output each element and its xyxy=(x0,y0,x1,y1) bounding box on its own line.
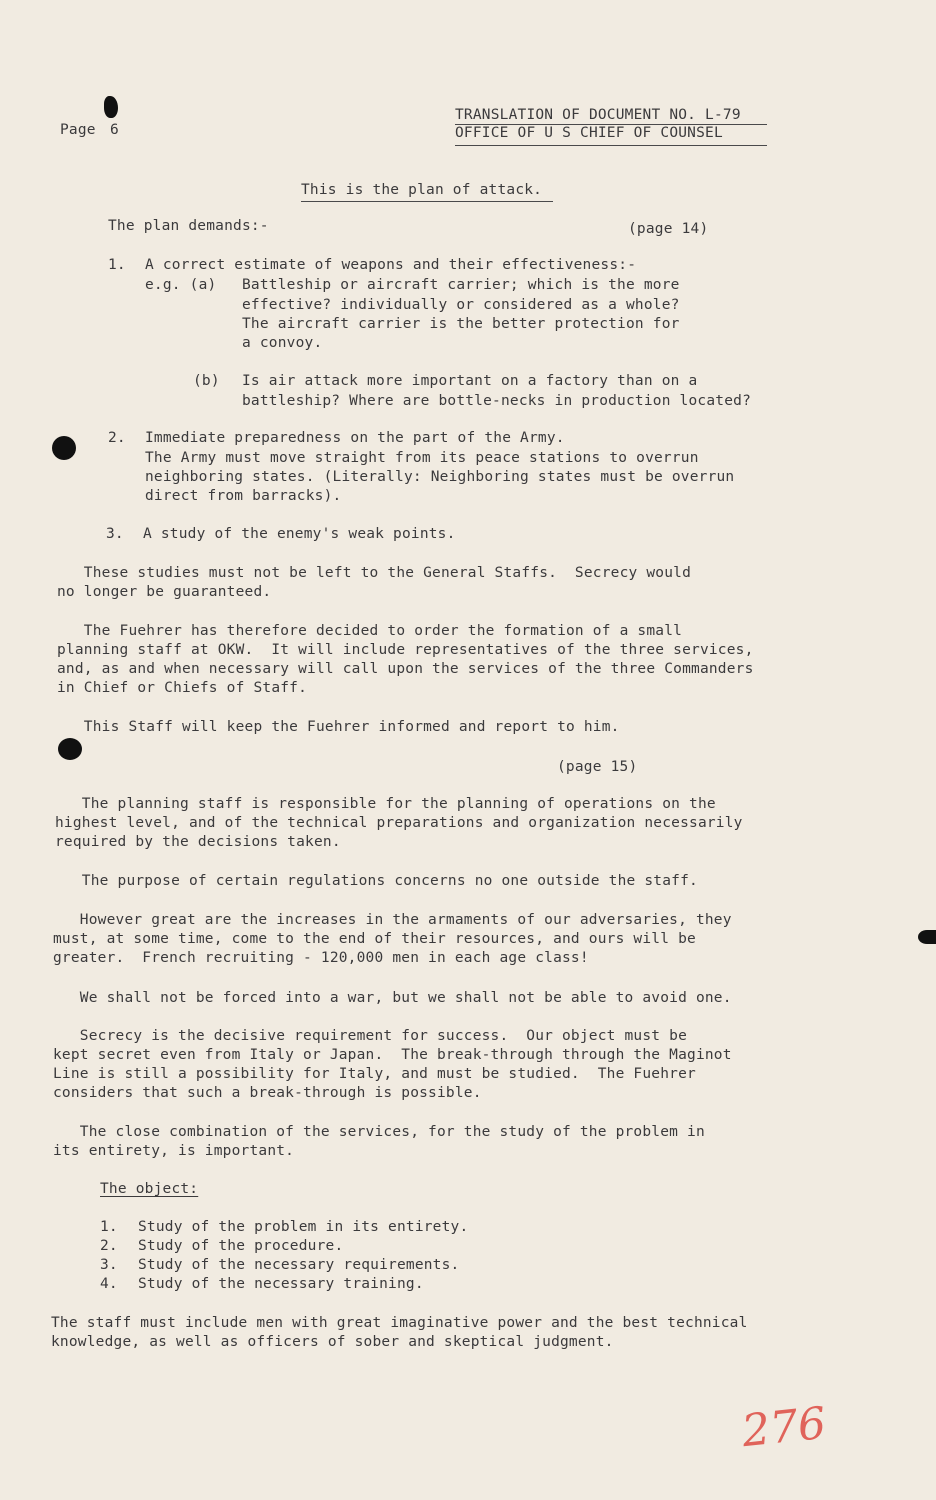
paragraph-line: its entirety, is important. xyxy=(53,1143,295,1159)
item-2-line: Immediate preparedness on the part of the Army. xyxy=(145,430,565,446)
item-2-line: The Army must move straight from its peace stations to overrun xyxy=(145,450,699,466)
item-3-number: 3. xyxy=(106,526,124,542)
handwritten-page-number: 276 xyxy=(739,1397,829,1458)
paragraph-line: These studies must not be left to the General Staffs. Secrecy would xyxy=(57,565,692,581)
object-item: Study of the procedure. xyxy=(138,1238,344,1254)
paragraph-line: in Chief or Chiefs of Staff. xyxy=(57,680,308,696)
ink-blot xyxy=(58,738,82,760)
object-number: 1. xyxy=(100,1219,118,1235)
paragraph-line: greater. French recruiting - 120,000 men in each age class! xyxy=(53,950,589,966)
paragraph-line: knowledge, as well as officers of sober and skeptical judgment. xyxy=(51,1334,614,1350)
paragraph-line: required by the decisions taken. xyxy=(55,834,341,850)
page-ref-15: (page 15) xyxy=(557,759,638,775)
item-1-lead: A correct estimate of weapons and their effectiveness:- xyxy=(145,257,637,273)
item-1b-label: (b) xyxy=(193,373,220,389)
paragraph-line: planning staff at OKW. It will include representatives of the three services, xyxy=(57,642,754,658)
paragraph-line: The planning staff is responsible for the planning of operations on the xyxy=(55,796,716,812)
object-number: 3. xyxy=(100,1257,118,1273)
item-2-line: neighboring states. (Literally: Neighboring states must be overrun xyxy=(145,469,735,485)
header-rule-2 xyxy=(455,145,767,146)
item-1a-line: Battleship or aircraft carrier; which is the more xyxy=(242,277,680,293)
item-3-text: A study of the enemy's weak points. xyxy=(143,526,456,542)
document-title: This is the plan of attack. xyxy=(301,182,543,198)
paragraph-line: However great are the increases in the armaments of our adversaries, they xyxy=(53,912,732,928)
item-1a-line: The aircraft carrier is the better protection for xyxy=(242,316,680,332)
item-1b-line: battleship? Where are bottle-necks in production located? xyxy=(242,393,751,409)
paragraph-line: We shall not be forced into a war, but we shall not be able to avoid one. xyxy=(53,990,732,1006)
item-1a-line: effective? individually or considered as a whole? xyxy=(242,297,680,313)
paragraph-line: highest level, and of the technical preparations and organization necessarily xyxy=(55,815,743,831)
edge-mark xyxy=(918,930,936,944)
paragraph-line: kept secret even from Italy or Japan. The break-through through the Maginot xyxy=(53,1047,732,1063)
item-2-number: 2. xyxy=(108,430,126,446)
paragraph-line: must, at some time, come to the end of their resources, and ours will be xyxy=(53,931,696,947)
item-1b-line: Is air attack more important on a factory than on a xyxy=(242,373,698,389)
office-line: OFFICE OF U S CHIEF OF COUNSEL xyxy=(455,125,723,141)
object-item: Study of the necessary training. xyxy=(138,1276,424,1292)
page-label: Page xyxy=(60,122,96,138)
paragraph-line: The purpose of certain regulations concerns no one outside the staff. xyxy=(55,873,698,889)
paragraph-line: Line is still a possibility for Italy, and must be studied. The Fuehrer xyxy=(53,1066,696,1082)
object-number: 2. xyxy=(100,1238,118,1254)
paragraph-line: The Fuehrer has therefore decided to order the formation of a small xyxy=(57,623,683,639)
object-item: Study of the problem in its entirety. xyxy=(138,1219,469,1235)
item-1-eg-label: e.g. (a) xyxy=(145,277,217,293)
object-heading: The object: xyxy=(100,1181,199,1197)
page-ref-14: (page 14) xyxy=(628,221,709,237)
paragraph-line: The close combination of the services, for the study of the problem in xyxy=(53,1124,705,1140)
item-2-line: direct from barracks). xyxy=(145,488,342,504)
paragraph-line: The staff must include men with great imaginative power and the best technical xyxy=(51,1315,748,1331)
paragraph-line: considers that such a break-through is possible. xyxy=(53,1085,482,1101)
object-number: 4. xyxy=(100,1276,118,1292)
page-number: 6 xyxy=(110,122,119,138)
paragraph-line: no longer be guaranteed. xyxy=(57,584,272,600)
paragraph-line: This Staff will keep the Fuehrer informed and report to him. xyxy=(57,719,620,735)
object-item: Study of the necessary requirements. xyxy=(138,1257,460,1273)
plan-demands-label: The plan demands:- xyxy=(108,218,269,234)
ink-blot xyxy=(52,436,76,460)
item-1a-line: a convoy. xyxy=(242,335,323,351)
translation-line: TRANSLATION OF DOCUMENT NO. L-79 xyxy=(455,107,741,123)
item-1-number: 1. xyxy=(108,257,126,273)
title-underline xyxy=(301,201,553,202)
paragraph-line: Secrecy is the decisive requirement for success. Our object must be xyxy=(53,1028,688,1044)
paragraph-line: and, as and when necessary will call upon the services of the three Commanders xyxy=(57,661,754,677)
punch-hole-mark xyxy=(104,96,118,118)
